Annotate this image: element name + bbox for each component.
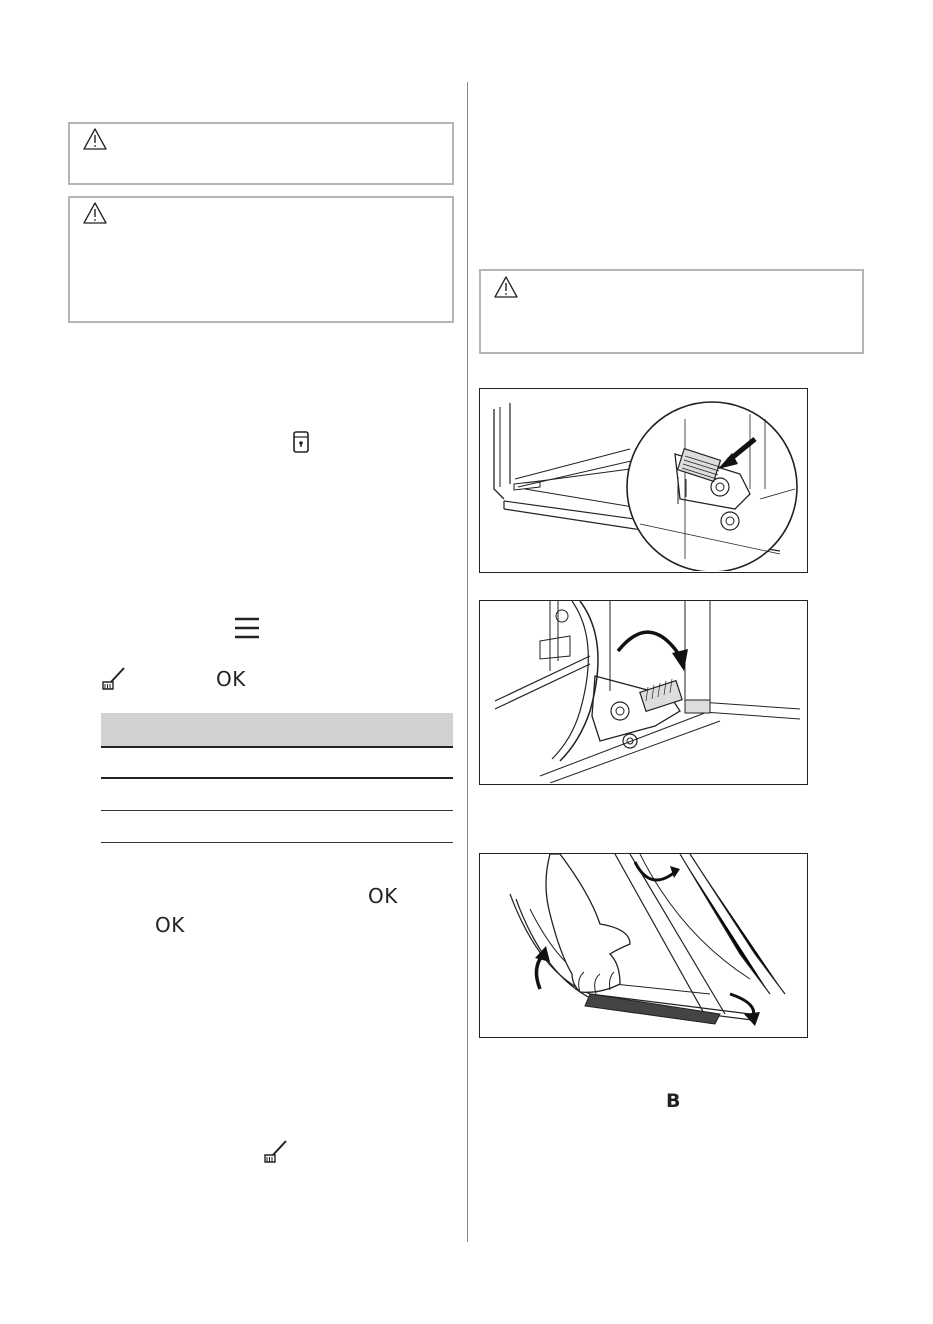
warning-box-3 — [479, 269, 864, 354]
warning-box-1 — [68, 122, 454, 185]
warning-triangle-icon — [83, 202, 107, 224]
figure-lever-rotation — [479, 600, 808, 785]
ok-button-label: OK — [155, 913, 185, 937]
ok-button-label: OK — [368, 884, 398, 908]
table-rule — [101, 842, 453, 843]
label-b: B — [666, 1090, 681, 1112]
cleaning-brush-icon — [262, 1140, 288, 1164]
warning-box-2 — [68, 196, 454, 323]
warning-triangle-icon — [494, 276, 518, 298]
column-divider — [467, 82, 468, 1242]
door-lock-icon — [293, 431, 309, 453]
warning-triangle-icon — [83, 128, 107, 150]
figure-door-removal — [479, 853, 808, 1038]
cleaning-brush-icon — [100, 667, 126, 691]
table-header-row — [101, 713, 453, 746]
figure-hinge-lever — [479, 388, 808, 573]
table-rule — [101, 810, 453, 811]
menu-icon — [234, 616, 260, 640]
ok-button-label: OK — [216, 667, 246, 691]
table-rule — [101, 777, 453, 779]
table-rule — [101, 746, 453, 748]
